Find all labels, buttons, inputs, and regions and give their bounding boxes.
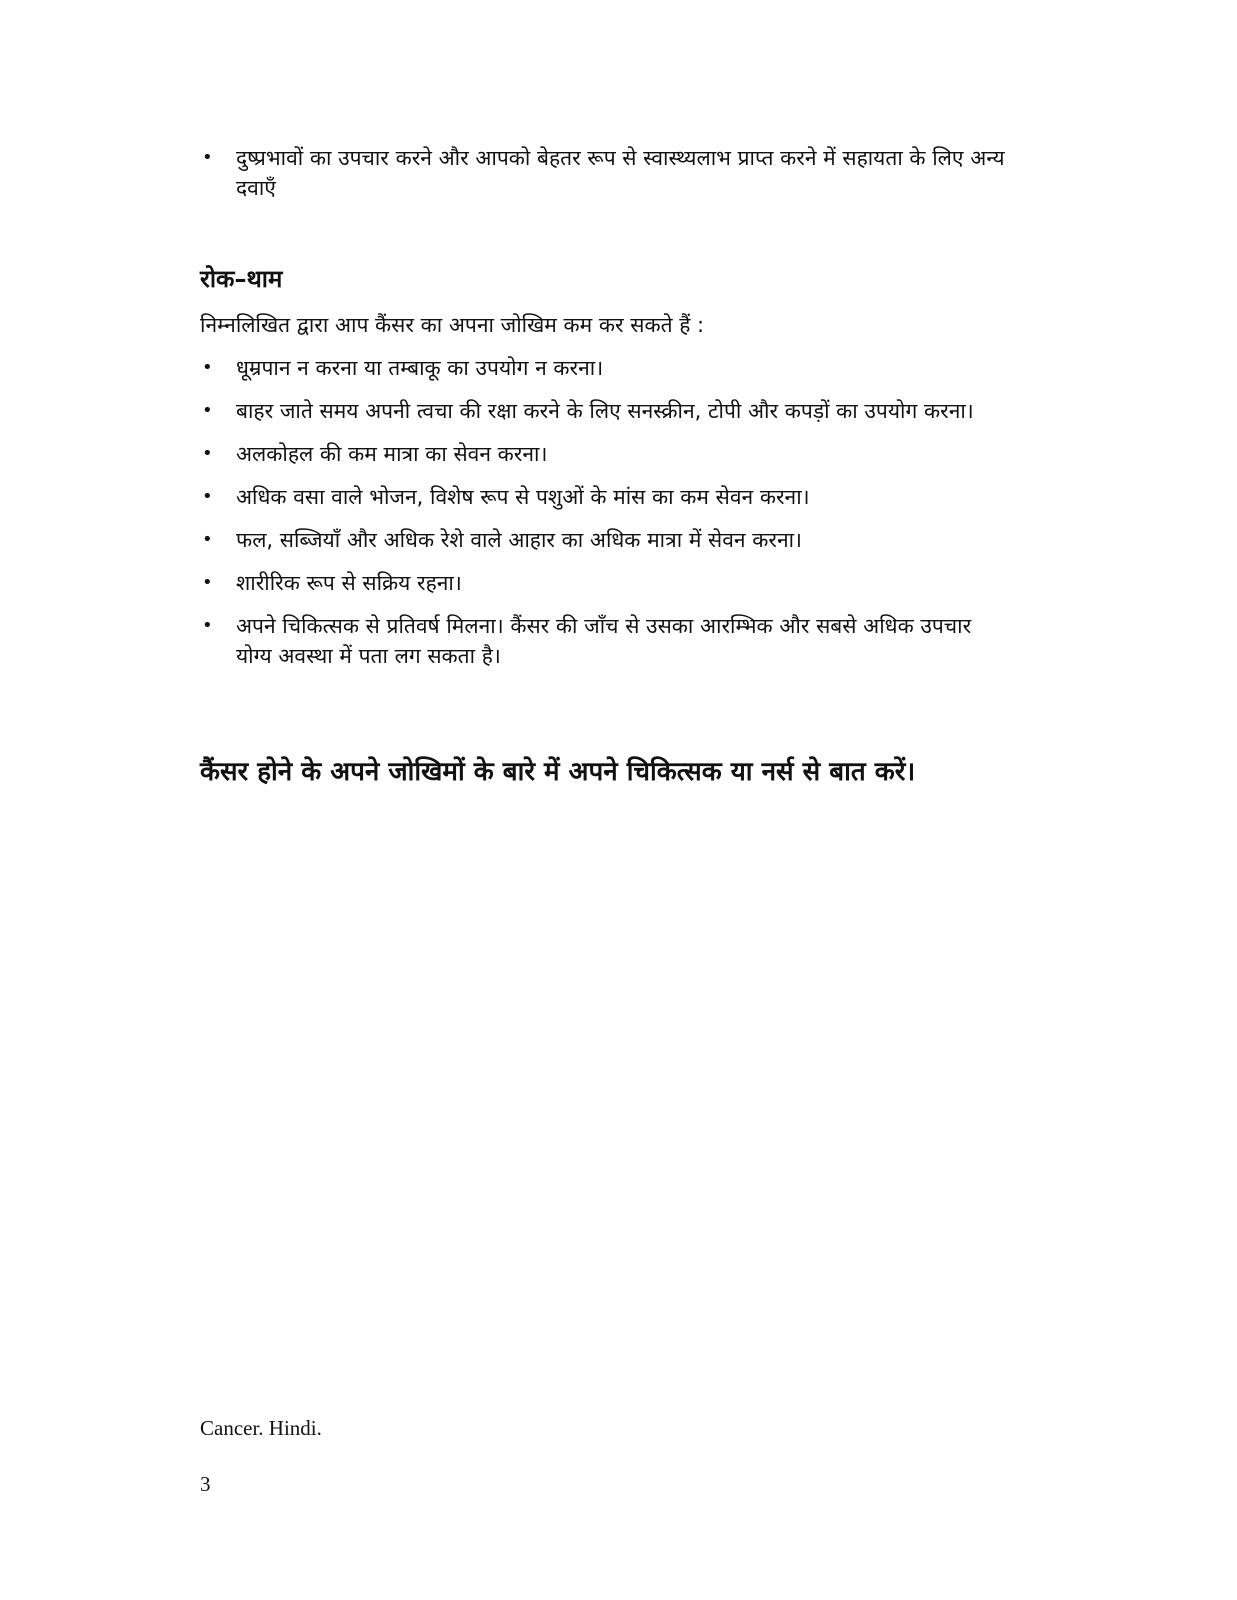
list-item	[200, 439, 1000, 469]
list-item	[200, 353, 1000, 383]
list-item-text: शारीरिक रूप से सक्रिय रहना।	[236, 571, 462, 595]
footer-label: Cancer. Hindi.	[200, 1416, 322, 1440]
list-item-text: धूम्रपान न करना या तम्बाकू का उपयोग न करना।	[236, 356, 604, 380]
bullet-icon: •	[202, 147, 213, 168]
bullet-icon: •	[202, 400, 213, 421]
list-item	[200, 568, 1000, 598]
section-intro: निम्नलिखित द्वारा आप कैंसर का अपना जोखिम कम कर सकते हैं :	[200, 313, 705, 337]
list-item-text: अलकोहल की कम मात्रा का सेवन करना।	[236, 442, 548, 466]
list-item	[200, 482, 1000, 512]
list-item-text: अधिक वसा वाले भोजन, विशेष रूप से पशुओं के मांस का कम सेवन करना।	[236, 485, 810, 509]
list-item	[200, 143, 1040, 203]
section-heading: रोक–थाम	[200, 265, 283, 293]
bullet-icon: •	[202, 443, 213, 464]
callout-text: कैंसर होने के अपने जोखिमों के बारे में अपने चिकित्सक या नर्स से बात करें।	[200, 757, 916, 787]
page-number: 3	[200, 1472, 211, 1496]
list-item-text: फल, सब्जियाँ और अधिक रेशे वाले आहार का अधिक मात्रा में सेवन करना।	[236, 528, 803, 552]
list-item-text: दुष्प्रभावों का उपचार करने और आपको बेहतर रूप से स्वास्थ्यलाभ प्राप्त करने में सहायता के लिए अन्य दवाएँ	[236, 146, 1005, 200]
medication-list	[200, 143, 1040, 216]
bullet-icon: •	[202, 572, 213, 593]
list-item	[200, 611, 1000, 671]
list-item	[200, 525, 1000, 555]
bullet-icon: •	[202, 486, 213, 507]
list-item	[200, 396, 1000, 426]
list-item-text: बाहर जाते समय अपनी त्वचा की रक्षा करने के लिए सनस्क्रीन, टोपी और कपड़ों का उपयोग करना।	[236, 399, 974, 423]
bullet-icon: •	[202, 615, 213, 636]
bullet-icon: •	[202, 357, 213, 378]
prevention-list	[200, 353, 1000, 684]
list-item-text: अपने चिकित्सक से प्रतिवर्ष मिलना। कैंसर की जाँच से उसका आरम्भिक और सबसे अधिक उपचार योग्य अवस्था में पता लग सकता है।	[236, 614, 972, 668]
bullet-icon: •	[202, 529, 213, 550]
